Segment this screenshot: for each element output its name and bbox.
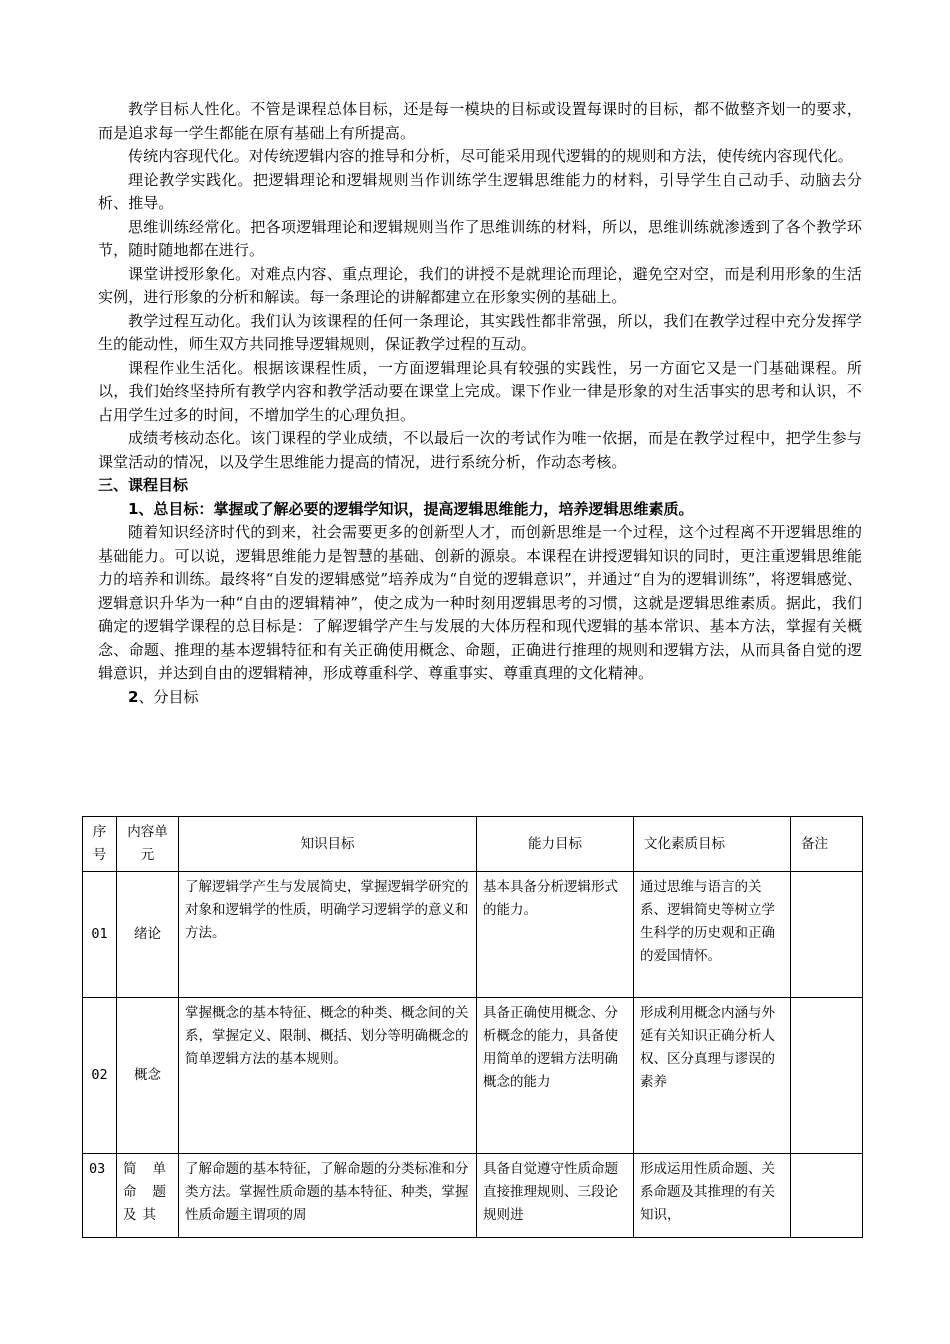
cell-no: 01 — [83, 872, 117, 998]
goals-table — [82, 816, 863, 1238]
cell-ability: 具备自觉遵守性质命题直接推理规则、三段论规则进 — [477, 1154, 634, 1238]
cell-no: 03 — [83, 1154, 117, 1238]
header-knowledge: 知识目标 — [179, 817, 477, 872]
cell-culture: 通过思维与语言的关系、逻辑简史等树立学生科学的历史观和正确的爱国情怀。 — [634, 872, 791, 998]
sub-goal-number: 2 — [128, 687, 139, 706]
cell-knowledge: 了解命题的基本特征，了解命题的分类标准和分类方法。掌握性质命题的基本特征、种类，掌握性质命题主谓项的周 — [179, 1154, 477, 1238]
header-ability: 能力目标 — [477, 817, 634, 872]
table-row — [83, 1154, 863, 1238]
paragraph-5: 课堂讲授形象化。对难点内容、重点理论，我们的讲授不是就理论而理论，避免空对空，而是利用形象的生活实例，进行形象的分析和解读。每一条理论的讲解都建立在形象实例的基础上。 — [98, 264, 862, 306]
paragraph-2: 传统内容现代化。对传统逻辑内容的推导和分析，尽可能采用现代逻辑的的规则和方法，使传统内容现代化。 — [128, 147, 853, 165]
header-note: 备注 — [791, 817, 863, 872]
cell-unit: 绪论 — [117, 872, 179, 998]
document-body — [98, 98, 862, 709]
header-culture: 文化素质目标 — [634, 817, 791, 872]
cell-ability: 基本具备分析逻辑形式的能力。 — [477, 872, 634, 998]
paragraph-3: 理论教学实践化。把逻辑理论和逻辑规则当作训练学生逻辑思维能力的材料，引导学生自己动手、动脑去分析、推导。 — [98, 170, 862, 212]
cell-culture: 形成运用性质命题、关系命题及其推理的有关知识， — [634, 1154, 791, 1238]
sub-goal-heading — [98, 686, 862, 709]
table-header-row — [83, 817, 863, 872]
cell-ability: 具备正确使用概念、分析概念的能力，具备使用简单的逻辑方法明确概念的能力 — [477, 998, 634, 1154]
overall-goal-body: 随着知识经济时代的到来，社会需要更多的创新型人才，而创新思维是一个过程，这个过程离不开逻辑思维的基础能力。可以说，逻辑思维能力是智慧的基础、创新的源泉。本课程在讲授逻辑知识的同时，更注重逻辑思维能力的培养和训练。最终将“自发的逻辑感觉”培养成为“自觉的逻辑意识”，并通过“自为的逻辑训练”，将逻辑感觉、逻辑意识升华为一种“自由的逻辑精神”，使之成为一种时刻用逻辑思考的习惯，这就是逻辑思维素质。据此，我们确定的逻辑学课程的总目标是：了解逻辑学产生与发展的大体历程和现代逻辑的基本常识、基本方法，掌握有关概念、命题、推理的基本逻辑特征和有关正确使用概念、命题，正确进行推理的规则和逻辑方法，从而具备自觉的逻辑意识，并达到自由的逻辑精神，形成尊重科学、尊重事实、尊重真理的文化精神。 — [98, 523, 862, 682]
section-heading: 三、课程目标 — [98, 476, 189, 494]
cell-note — [791, 1154, 863, 1238]
cell-no: 02 — [83, 998, 117, 1154]
paragraph-7: 课程作业生活化。根据该课程性质，一方面逻辑理论具有较强的实践性，另一方面它又是一门基础课程。所以，我们始终坚持所有教学内容和教学活动要在课堂上完成。课下作业一律是形象的对生活事实的思考和认识，不占用学生过多的时间，不增加学生的心理负担。 — [98, 358, 862, 424]
cell-note — [791, 872, 863, 998]
cell-note — [791, 998, 863, 1154]
cell-unit: 简单命题及其 — [117, 1154, 179, 1238]
cell-culture: 形成利用概念内涵与外延有关知识正确分析人权、区分真理与谬误的素养 — [634, 998, 791, 1154]
paragraph-6: 教学过程互动化。我们认为该课程的任何一条理论，其实践性都非常强，所以，我们在教学过程中充分发挥学生的能动性，师生双方共同推导逻辑规则，保证教学过程的互动。 — [98, 311, 862, 353]
paragraph-1: 教学目标人性化。不管是课程总体目标，还是每一模块的目标或设置每课时的目标，都不做整齐划一的要求，而是追求每一学生都能在原有基础上有所提高。 — [98, 100, 862, 142]
overall-goal-title: 1、总目标：掌握或了解必要的逻辑学知识，提高逻辑思维能力，培养逻辑思维素质。 — [128, 499, 694, 518]
table-row — [83, 998, 863, 1154]
cell-knowledge: 了解逻辑学产生与发展简史，掌握逻辑学研究的对象和逻辑学的性质，明确学习逻辑学的意义和方法。 — [179, 872, 477, 998]
paragraph-4: 思维训练经常化。把各项逻辑理论和逻辑规则当作了思维训练的材料，所以，思维训练就渗透到了各个教学环节，随时随地都在进行。 — [98, 217, 862, 259]
header-no: 序号 — [83, 817, 117, 872]
cell-knowledge: 掌握概念的基本特征、概念的种类、概念间的关系，掌握定义、限制、概括、划分等明确概念的简单逻辑方法的基本规则。 — [179, 998, 477, 1154]
header-unit: 内容单元 — [117, 817, 179, 872]
table-row — [83, 872, 863, 998]
sub-goal-label: 、分目标 — [138, 687, 199, 706]
cell-unit: 概念 — [117, 998, 179, 1154]
paragraph-8: 成绩考核动态化。该门课程的学业成绩，不以最后一次的考试作为唯一依据，而是在教学过程中，把学生参与课堂活动的情况，以及学生思维能力提高的情况，进行系统分析，作动态考核。 — [98, 429, 862, 471]
